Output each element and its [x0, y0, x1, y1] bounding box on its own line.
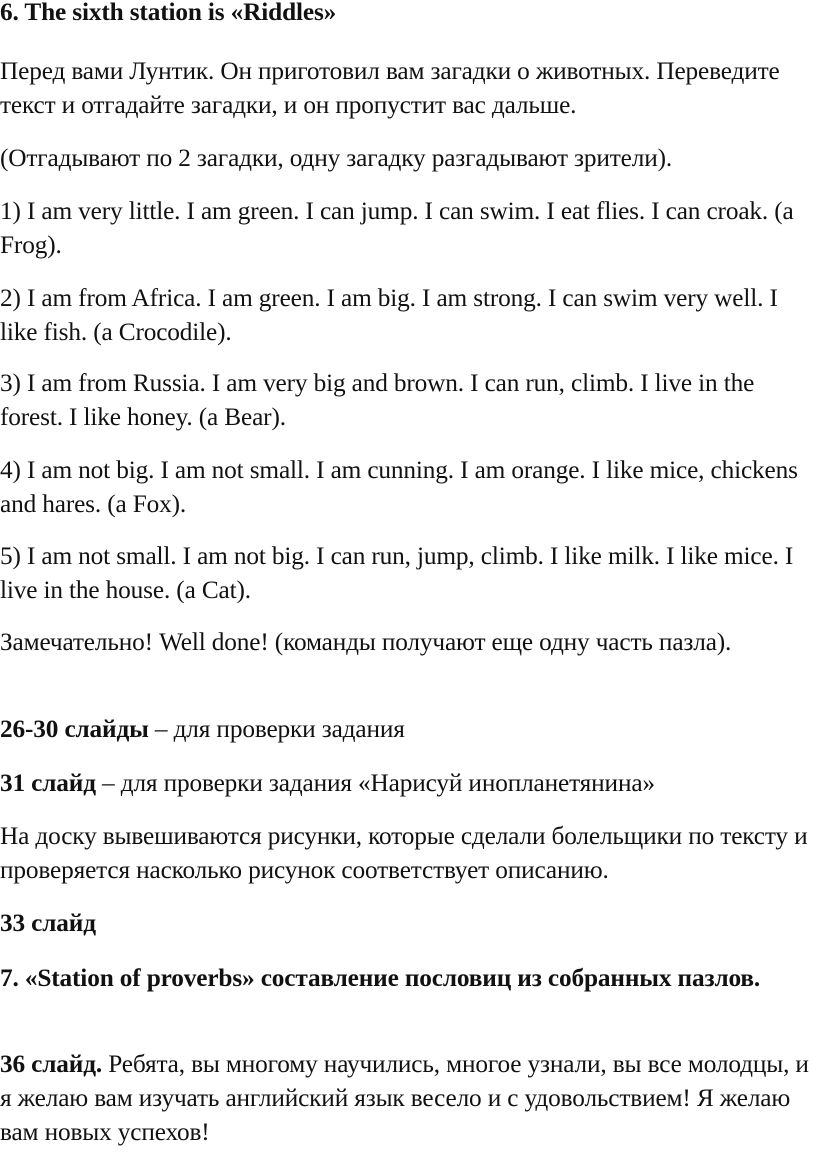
slide-36-label: 36 слайд.	[0, 1050, 103, 1078]
intro-paragraph: Перед вами Лунтик. Он приготовил вам загадки о животных. Переведите текст и отгадайте загадки, и он пропустит вас дальше.	[0, 57, 780, 119]
riddle-3: 3) I am from Russia. I am very big and brown. I can run, climb. I live in the forest. I like honey. (a Bear).	[0, 369, 755, 431]
station7-heading: 7. «Station of proverbs» составление пословиц из собранных пазлов.	[0, 964, 761, 992]
slide-31-paragraph	[0, 767, 814, 801]
slide-33-heading: 33 слайд	[0, 909, 96, 937]
slide-36-text: Ребята, вы многому научились, многое узнали, вы все молодцы, и я желаю вам изучать английский язык весело и с удовольствием! Я желаю вам новых успехов!	[0, 1050, 809, 1146]
slides-26-30-paragraph	[0, 713, 814, 747]
riddle-1: 1) I am very little. I am green. I can jump. I can swim. I eat flies. I can croak. (a Frog).	[0, 197, 794, 259]
slide-31-text: – для проверки задания «Нарисуй инопланетянина»	[95, 769, 655, 797]
riddle-4: 4) I am not big. I am not small. I am cunning. I am orange. I like mice, chickens and hares. (a Fox).	[0, 456, 798, 518]
riddle-2: 2) I am from Africa. I am green. I am big. I am strong. I can swim very well. I like fish. (a Crocodile).	[0, 284, 778, 346]
slide-31-label: 31 слайд	[0, 769, 96, 797]
slides-26-30-label: 26-30 слайды	[0, 715, 149, 743]
praise-paragraph: Замечательно! Well done! (команды получают еще одну часть пазла).	[0, 628, 732, 656]
instruction-paragraph: (Отгадывают по 2 загадки, одну загадку разгадывают зрители).	[0, 144, 673, 172]
riddle-5: 5) I am not small. I am not big. I can run, jump, climb. I like milk. I like mice. I live in the house. (a Cat).	[0, 542, 794, 604]
slide-36-paragraph	[0, 1048, 814, 1149]
station6-heading: 6. The sixth station is «Riddles»	[0, 0, 337, 26]
slides-26-30-text: – для проверки задания	[148, 715, 405, 743]
drawings-note-paragraph: На доску вывешиваются рисунки, которые сделали болельщики по тексту и проверяется насколько рисунок соответствует описанию.	[0, 822, 808, 884]
